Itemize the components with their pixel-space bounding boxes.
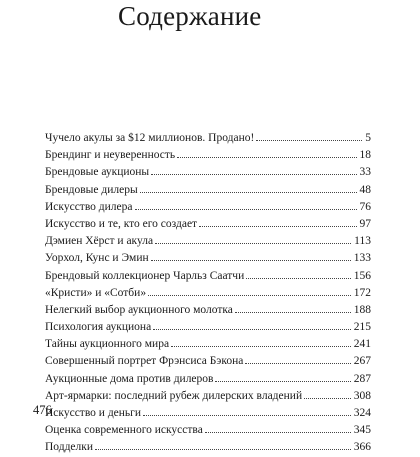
toc-entry [45, 319, 371, 336]
toc-entry-title: Брендинг и неуверенность [45, 149, 176, 162]
toc-entry-page: 172 [353, 286, 371, 299]
toc-entry-title: Арт-ярмарки: последний рубеж дилерских владений [45, 389, 303, 402]
toc-entry-title: Психология аукциона [45, 321, 152, 334]
toc-entry-page: 113 [354, 235, 371, 248]
toc-entry [45, 216, 371, 233]
toc-entry-page: 366 [353, 441, 371, 454]
toc-entry-title: Совершенный портрет Фрэнсиса Бэкона [45, 355, 244, 368]
toc-entry-title: Нелегкий выбор аукционного молотка [45, 303, 233, 316]
dot-leader [143, 415, 351, 416]
toc-entry-page: 287 [353, 372, 371, 385]
dot-leader [135, 209, 357, 210]
toc-entry [45, 285, 371, 302]
dot-leader [155, 243, 351, 244]
toc-entry-page: 267 [353, 355, 371, 368]
dot-leader [177, 157, 356, 158]
toc-entry-title: Подделки [45, 441, 94, 454]
dot-leader [245, 363, 350, 364]
toc-entry [45, 233, 371, 250]
toc-entry-page: 76 [359, 200, 371, 213]
toc-entry [45, 353, 371, 370]
toc-entry-page: 308 [353, 389, 371, 402]
toc-entry-page: 48 [359, 183, 371, 196]
toc-entry-title: Чучело акулы за $12 миллионов. Продано! [45, 132, 255, 144]
toc-entry [45, 250, 371, 267]
toc-entry-title: Оценка современного искусства [45, 424, 203, 437]
toc-entry [45, 422, 371, 439]
toc-entry-title: Брендовые дилеры [45, 183, 138, 196]
dot-leader [95, 449, 351, 450]
toc-entry-page: 215 [353, 321, 371, 334]
dot-leader [153, 329, 351, 330]
page-title: Содержание [118, 1, 262, 31]
toc-entry-page: 33 [359, 166, 371, 179]
toc-entry-title: Дэмиен Хёрст и акула [45, 235, 154, 248]
toc-entry [45, 388, 371, 405]
toc-entry-page: 97 [359, 217, 371, 230]
toc-entry-title: Искусство дилера [45, 200, 133, 213]
dot-leader [246, 278, 351, 279]
toc-entry-page: 133 [353, 252, 371, 265]
page-number: 476 [33, 403, 52, 417]
toc-entry [45, 199, 371, 216]
toc-entry [45, 371, 371, 388]
dot-leader [256, 140, 362, 141]
toc-entry-page: 5 [365, 132, 371, 144]
toc-entry-page: 241 [353, 338, 371, 351]
toc-entry-page: 345 [353, 424, 371, 437]
dot-leader [235, 312, 351, 313]
dot-leader [151, 260, 351, 261]
toc-entry-title: Искусство и деньги [45, 407, 142, 419]
dot-leader [304, 398, 351, 399]
toc-entry-title: Брендовый коллекционер Чарльз Саатчи [45, 269, 245, 282]
dot-leader [151, 174, 356, 175]
toc-entry-title: Брендовые аукционы [45, 166, 150, 179]
toc-entry-title: «Кристи» и «Сотби» [45, 286, 147, 299]
toc-entry-page: 188 [353, 303, 371, 316]
toc-entry-title: Аукционные дома против дилеров [45, 372, 214, 385]
toc-entry [45, 164, 371, 181]
toc-entry [45, 336, 371, 353]
dot-leader [148, 295, 351, 296]
toc-entry-title: Тайны аукционного мира [45, 338, 170, 351]
toc-entry-page: 156 [353, 269, 371, 282]
toc-entry [45, 302, 371, 319]
toc-entry-page: 324 [353, 407, 371, 419]
toc-entry [45, 147, 371, 164]
dot-leader [215, 381, 350, 382]
toc-entry-title: Уорхол, Кунс и Эмин [45, 252, 149, 265]
toc-entry [45, 268, 371, 285]
dot-leader [171, 346, 351, 347]
toc-entry [45, 439, 371, 456]
dot-leader [199, 226, 356, 227]
toc-entry [45, 130, 371, 147]
toc-entry [45, 182, 371, 199]
table-of-contents [45, 130, 371, 457]
dot-leader [140, 192, 357, 193]
toc-entry-title: Искусство и те, кто его создает [45, 217, 198, 230]
toc-entry-page: 18 [359, 149, 371, 162]
dot-leader [205, 432, 351, 433]
